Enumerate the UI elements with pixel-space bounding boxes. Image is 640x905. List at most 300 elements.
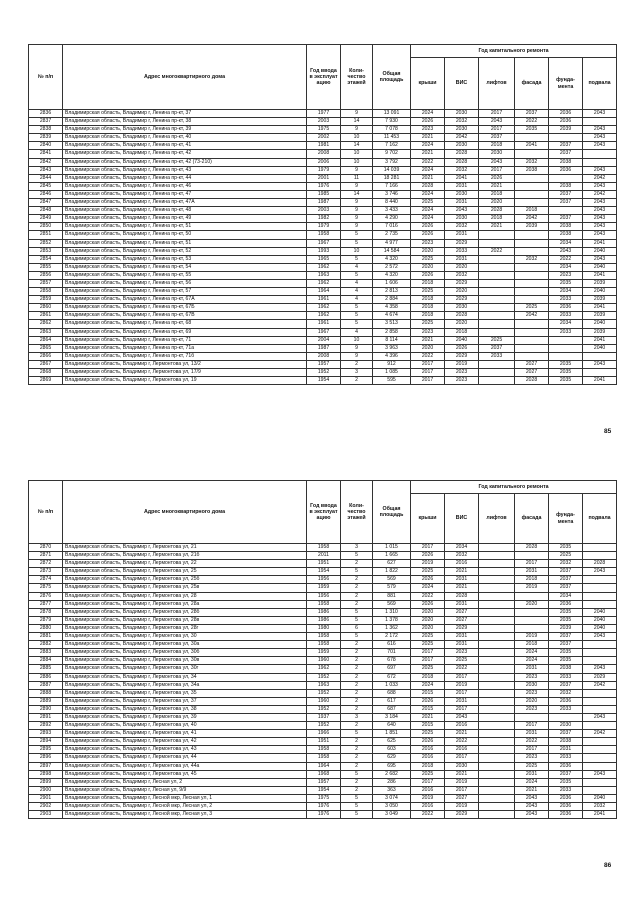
table-cell: 2035: [549, 279, 583, 287]
address-cell: Владимирская область, Владимир г, Ленина пр-кт, 68: [63, 320, 307, 328]
table-cell: [583, 754, 617, 762]
table-cell: 640: [373, 722, 411, 730]
table-cell: 3: [341, 369, 373, 377]
table-cell: 2019: [445, 803, 479, 811]
table-cell: [583, 158, 617, 166]
table-cell: 2020: [479, 199, 515, 207]
table-cell: 701: [373, 649, 411, 657]
table-cell: 2041: [583, 377, 617, 385]
table-cell: 1979: [307, 223, 341, 231]
table-cell: 2018: [411, 762, 445, 770]
table-cell: [583, 786, 617, 794]
table-row: [29, 762, 617, 770]
address-cell: Владимирская область, Владимир г, Лермонтова ул, 35: [63, 689, 307, 697]
table-cell: 2037: [549, 633, 583, 641]
page-86-table-block: [28, 480, 616, 819]
table-cell: 2042: [583, 681, 617, 689]
table-cell: 1993: [307, 247, 341, 255]
table-cell: 2032: [445, 166, 479, 174]
address-cell: Владимирская область, Владимир г, Ленина пр-кт, 49: [63, 215, 307, 223]
table-cell: 7 016: [373, 223, 411, 231]
table-cell: 2043: [583, 199, 617, 207]
table-cell: 2040: [583, 624, 617, 632]
table-row: [29, 633, 617, 641]
table-cell: 2043: [445, 207, 479, 215]
table-cell: 1975: [307, 794, 341, 802]
table-cell: 1958: [307, 544, 341, 552]
table-cell: 2031: [445, 641, 479, 649]
table-cell: 2033: [549, 705, 583, 713]
table-row: [29, 126, 617, 134]
table-cell: 2041: [583, 336, 617, 344]
table-cell: [479, 608, 515, 616]
table-cell: 2026: [411, 271, 445, 279]
table-cell: 2: [341, 592, 373, 600]
table-cell: 2026: [479, 174, 515, 182]
table-cell: 2043: [583, 231, 617, 239]
table-row: [29, 239, 617, 247]
header-num: № п/п: [29, 45, 63, 110]
table-cell: [583, 778, 617, 786]
table-cell: 2035: [549, 377, 583, 385]
table-cell: 2039: [549, 126, 583, 134]
table-row: [29, 328, 617, 336]
table-row: [29, 296, 617, 304]
table-cell: [479, 649, 515, 657]
table-cell: 2030: [445, 190, 479, 198]
table-cell: 1952: [307, 722, 341, 730]
table-row: [29, 231, 617, 239]
table-cell: [479, 328, 515, 336]
table-cell: 2024: [411, 681, 445, 689]
table-cell: 2876: [29, 592, 63, 600]
table-cell: 603: [373, 746, 411, 754]
table-cell: 1987: [307, 199, 341, 207]
address-cell: Владимирская область, Владимир г, Ленина пр-кт, 38: [63, 118, 307, 126]
table-row: [29, 657, 617, 665]
table-cell: 2020: [411, 608, 445, 616]
table-cell: 2838: [29, 126, 63, 134]
table-cell: [479, 568, 515, 576]
table-cell: 2: [341, 673, 373, 681]
table-cell: 2040: [583, 344, 617, 352]
table-cell: 5: [341, 552, 373, 560]
table-cell: 2033: [549, 328, 583, 336]
address-cell: Владимирская область, Владимир г, Ленина пр-кт, 57: [63, 288, 307, 296]
table-cell: 2043: [515, 811, 549, 819]
table-cell: [479, 681, 515, 689]
table-cell: 2024: [411, 110, 445, 118]
table-cell: 2: [341, 786, 373, 794]
table-cell: 2040: [583, 794, 617, 802]
table-cell: 13 091: [373, 110, 411, 118]
table-cell: [583, 576, 617, 584]
table-cell: 2017: [515, 722, 549, 730]
table-cell: 2037: [515, 110, 549, 118]
address-cell: Владимирская область, Владимир г, Лермонтова ул, 43: [63, 746, 307, 754]
table-cell: 2037: [549, 730, 583, 738]
table-cell: 1962: [307, 312, 341, 320]
table-row: [29, 207, 617, 215]
address-cell: Владимирская область, Владимир г, Ленина пр-кт, 51: [63, 223, 307, 231]
table-cell: [583, 552, 617, 560]
table-cell: 2029: [445, 296, 479, 304]
table-cell: 695: [373, 762, 411, 770]
table-cell: 1958: [307, 633, 341, 641]
table-cell: 1964: [307, 288, 341, 296]
header-area: Общая площадь: [373, 45, 411, 110]
table-cell: 2030: [445, 126, 479, 134]
table-cell: [479, 360, 515, 368]
table-cell: 2891: [29, 713, 63, 721]
table-cell: 2029: [445, 811, 479, 819]
table-cell: 2021: [445, 730, 479, 738]
table-cell: [583, 705, 617, 713]
table-cell: [583, 657, 617, 665]
table-cell: 2003: [307, 207, 341, 215]
table-cell: 2: [341, 722, 373, 730]
table-cell: 2861: [29, 312, 63, 320]
table-row: [29, 255, 617, 263]
table-cell: [583, 592, 617, 600]
table-cell: 2011: [307, 552, 341, 560]
table-cell: 2875: [29, 584, 63, 592]
table-cell: 3 433: [373, 207, 411, 215]
address-cell: Владимирская область, Владимир г, Лермонтова ул, 45: [63, 770, 307, 778]
table-cell: [479, 738, 515, 746]
table-cell: 2043: [583, 182, 617, 190]
table-cell: 2025: [411, 199, 445, 207]
table-cell: 3 792: [373, 158, 411, 166]
address-cell: Владимирская область, Владимир г, Ленина пр-кт, 55: [63, 271, 307, 279]
table-cell: 2020: [411, 263, 445, 271]
table-cell: 2033: [549, 312, 583, 320]
table-cell: [515, 263, 549, 271]
table-cell: 2043: [583, 665, 617, 673]
table-cell: 2043: [583, 215, 617, 223]
table-cell: 2850: [29, 223, 63, 231]
table-row: [29, 166, 617, 174]
table-cell: [549, 174, 583, 182]
table-cell: 2040: [583, 608, 617, 616]
table-cell: 2039: [583, 296, 617, 304]
address-cell: Владимирская область, Владимир г, Лермонтова ул, 30б: [63, 649, 307, 657]
table-cell: 9: [341, 199, 373, 207]
table-row: [29, 689, 617, 697]
table-cell: 5: [341, 811, 373, 819]
table-cell: 1981: [307, 142, 341, 150]
table-cell: 2039: [549, 624, 583, 632]
table-cell: [479, 624, 515, 632]
table-cell: 5: [341, 616, 373, 624]
table-cell: 2024: [411, 166, 445, 174]
table-row: [29, 576, 617, 584]
table-cell: 2043: [583, 223, 617, 231]
table-cell: [515, 150, 549, 158]
table-cell: 2043: [515, 794, 549, 802]
table-cell: [479, 271, 515, 279]
table-cell: [479, 304, 515, 312]
table-cell: 2016: [445, 746, 479, 754]
table-cell: 2: [341, 705, 373, 713]
table-cell: 2037: [549, 142, 583, 150]
table-cell: 2840: [29, 142, 63, 150]
address-cell: Владимирская область, Владимир г, Лермонтова ул, 25б: [63, 576, 307, 584]
table-cell: 4 977: [373, 239, 411, 247]
table-cell: 2020: [445, 320, 479, 328]
address-cell: Владимирская область, Владимир г, Ленина пр-кт, 71а: [63, 344, 307, 352]
table-cell: 9: [341, 110, 373, 118]
table-row: [29, 336, 617, 344]
table-cell: 2863: [29, 328, 63, 336]
table-cell: 2031: [445, 231, 479, 239]
table-cell: 2017: [411, 649, 445, 657]
table-cell: 1987: [307, 344, 341, 352]
table-row: [29, 665, 617, 673]
header-foundation: фунда-мента: [549, 58, 583, 110]
table-cell: 2017: [515, 746, 549, 754]
table-row: [29, 705, 617, 713]
table-cell: 2836: [29, 110, 63, 118]
table-cell: [583, 697, 617, 705]
table-cell: [479, 320, 515, 328]
address-cell: Владимирская область, Владимир г, Лесной мкр, Лесная ул, 1: [63, 794, 307, 802]
table-cell: 1 665: [373, 552, 411, 560]
table-cell: 11 453: [373, 134, 411, 142]
address-cell: Владимирская область, Владимир г, Лермонтова ул, 28г: [63, 624, 307, 632]
table-cell: 2008: [307, 352, 341, 360]
page-85-table-body: [29, 110, 617, 385]
table-cell: 9: [341, 223, 373, 231]
table-cell: 2025: [411, 288, 445, 296]
address-cell: Владимирская область, Владимир г, Ленина пр-кт, 53: [63, 255, 307, 263]
table-cell: 2008: [307, 150, 341, 158]
address-cell: Владимирская область, Владимир г, Лермонтова ул, 39: [63, 713, 307, 721]
table-cell: 5: [341, 730, 373, 738]
table-row: [29, 344, 617, 352]
table-cell: 2037: [549, 150, 583, 158]
table-cell: [479, 552, 515, 560]
table-cell: 2019: [411, 794, 445, 802]
table-row: [29, 352, 617, 360]
table-cell: 14 584: [373, 247, 411, 255]
address-cell: Владимирская область, Владимир г, Ленина пр-кт, 67А: [63, 296, 307, 304]
table-cell: 625: [373, 738, 411, 746]
table-cell: [515, 174, 549, 182]
table-cell: 4: [341, 279, 373, 287]
table-cell: [583, 352, 617, 360]
table-row: [29, 263, 617, 271]
table-cell: 1 822: [373, 568, 411, 576]
table-cell: 2043: [583, 126, 617, 134]
table-cell: 2025: [411, 320, 445, 328]
address-cell: Владимирская область, Владимир г, Ленина пр-кт, 42: [63, 150, 307, 158]
table-cell: [479, 255, 515, 263]
address-cell: Владимирская область, Владимир г, Лермонтова ул, 13/2: [63, 360, 307, 368]
table-cell: 2043: [515, 803, 549, 811]
repair-schedule-table: [28, 44, 617, 385]
table-cell: 5: [341, 608, 373, 616]
table-cell: [479, 584, 515, 592]
address-cell: Владимирская область, Владимир г, Ленина пр-кт, 52: [63, 247, 307, 255]
table-cell: 1 606: [373, 279, 411, 287]
table-cell: 2 682: [373, 770, 411, 778]
table-cell: 2: [341, 665, 373, 673]
table-cell: 2868: [29, 369, 63, 377]
table-cell: [583, 641, 617, 649]
table-row: [29, 544, 617, 552]
table-cell: 2003: [307, 118, 341, 126]
table-cell: [515, 352, 549, 360]
table-cell: 2032: [445, 552, 479, 560]
table-row: [29, 247, 617, 255]
table-cell: 2023: [445, 369, 479, 377]
table-cell: 2016: [445, 722, 479, 730]
table-cell: 2037: [549, 215, 583, 223]
table-cell: [549, 344, 583, 352]
table-cell: 1980: [307, 624, 341, 632]
table-cell: 2865: [29, 344, 63, 352]
table-cell: 1975: [307, 126, 341, 134]
table-cell: 616: [373, 641, 411, 649]
table-cell: 2034: [549, 239, 583, 247]
table-cell: 2036: [549, 166, 583, 174]
address-cell: Владимирская область, Владимир г, Ленина пр-кт, 46: [63, 182, 307, 190]
table-cell: 5: [341, 312, 373, 320]
table-cell: 2037: [549, 190, 583, 198]
address-cell: Владимирская область, Владимир г, Ленина пр-кт, 40: [63, 134, 307, 142]
table-cell: 2004: [307, 336, 341, 344]
address-cell: Владимирская область, Владимир г, Лермонтова ул, 34: [63, 673, 307, 681]
table-row: [29, 304, 617, 312]
table-cell: 2018: [411, 304, 445, 312]
table-cell: 1985: [307, 190, 341, 198]
table-cell: 2032: [515, 158, 549, 166]
table-cell: 1963: [307, 271, 341, 279]
table-cell: 569: [373, 576, 411, 584]
table-cell: 10: [341, 134, 373, 142]
table-cell: 2035: [549, 360, 583, 368]
table-cell: 1 851: [373, 730, 411, 738]
table-cell: 2038: [549, 665, 583, 673]
table-cell: 3 074: [373, 794, 411, 802]
table-cell: 9: [341, 166, 373, 174]
table-row: [29, 288, 617, 296]
table-cell: 569: [373, 600, 411, 608]
address-cell: Владимирская область, Владимир г, Ленина пр-кт, 42 (73-210): [63, 158, 307, 166]
table-cell: 2: [341, 746, 373, 754]
table-cell: 1976: [307, 803, 341, 811]
table-row: [29, 681, 617, 689]
table-cell: [515, 134, 549, 142]
table-cell: [515, 182, 549, 190]
table-cell: 2021: [479, 182, 515, 190]
table-cell: 2: [341, 576, 373, 584]
table-row: [29, 697, 617, 705]
table-cell: 5: [341, 271, 373, 279]
table-cell: 2015: [411, 689, 445, 697]
table-cell: 2024: [411, 215, 445, 223]
table-cell: 2017: [445, 754, 479, 762]
header-lifts: лифтов: [479, 494, 515, 544]
table-cell: 2035: [549, 608, 583, 616]
table-cell: 2017: [445, 705, 479, 713]
table-cell: 2036: [549, 762, 583, 770]
table-cell: 2025: [411, 641, 445, 649]
table-cell: 8 114: [373, 336, 411, 344]
table-cell: [479, 778, 515, 786]
table-cell: 2034: [549, 288, 583, 296]
table-cell: 2028: [445, 158, 479, 166]
table-cell: 2018: [515, 641, 549, 649]
table-cell: 14: [341, 118, 373, 126]
table-cell: [479, 544, 515, 552]
table-cell: 5: [341, 633, 373, 641]
table-cell: [479, 231, 515, 239]
table-cell: 5: [341, 231, 373, 239]
table-cell: 2: [341, 377, 373, 385]
table-cell: 2016: [411, 786, 445, 794]
table-row: [29, 182, 617, 190]
table-cell: 2903: [29, 811, 63, 819]
table-cell: 1952: [307, 369, 341, 377]
table-cell: 9: [341, 344, 373, 352]
table-cell: [515, 231, 549, 239]
table-cell: 1967: [307, 328, 341, 336]
table-cell: [479, 288, 515, 296]
address-cell: Владимирская область, Владимир г, Ленина пр-кт, 43: [63, 166, 307, 174]
table-cell: 2043: [583, 207, 617, 215]
table-row: [29, 584, 617, 592]
address-cell: Владимирская область, Владимир г, Лесная ул, 2: [63, 778, 307, 786]
address-cell: Владимирская область, Владимир г, Лермонтова ул, 44а: [63, 762, 307, 770]
table-cell: 1963: [307, 681, 341, 689]
table-cell: 2040: [583, 288, 617, 296]
table-cell: 2001: [307, 174, 341, 182]
table-row: [29, 568, 617, 576]
table-cell: 2028: [515, 544, 549, 552]
table-cell: 2 884: [373, 296, 411, 304]
address-cell: Владимирская область, Владимир г, Ленина пр-кт, 67В: [63, 312, 307, 320]
table-cell: 2029: [445, 239, 479, 247]
table-cell: 2042: [583, 190, 617, 198]
table-cell: 2034: [549, 263, 583, 271]
header-floors: Коли-чество этажей: [341, 45, 373, 110]
table-cell: 2019: [515, 584, 549, 592]
table-cell: 2038: [549, 158, 583, 166]
table-cell: [479, 705, 515, 713]
table-cell: 3 184: [373, 713, 411, 721]
table-cell: 672: [373, 673, 411, 681]
table-cell: 2017: [445, 673, 479, 681]
table-cell: 1958: [307, 746, 341, 754]
table-cell: 2854: [29, 255, 63, 263]
table-cell: 2843: [29, 166, 63, 174]
table-cell: 2037: [549, 199, 583, 207]
table-cell: 2858: [29, 288, 63, 296]
table-cell: 2033: [549, 754, 583, 762]
table-cell: 2042: [583, 730, 617, 738]
table-cell: 4 320: [373, 255, 411, 263]
address-cell: Владимирская область, Владимир г, Лесной мкр, Лесная ул, 3: [63, 811, 307, 819]
table-cell: 14 039: [373, 166, 411, 174]
table-cell: 10: [341, 247, 373, 255]
table-cell: 2: [341, 600, 373, 608]
table-cell: 2898: [29, 770, 63, 778]
table-cell: [515, 616, 549, 624]
table-cell: 2021: [515, 786, 549, 794]
table-cell: 2: [341, 641, 373, 649]
